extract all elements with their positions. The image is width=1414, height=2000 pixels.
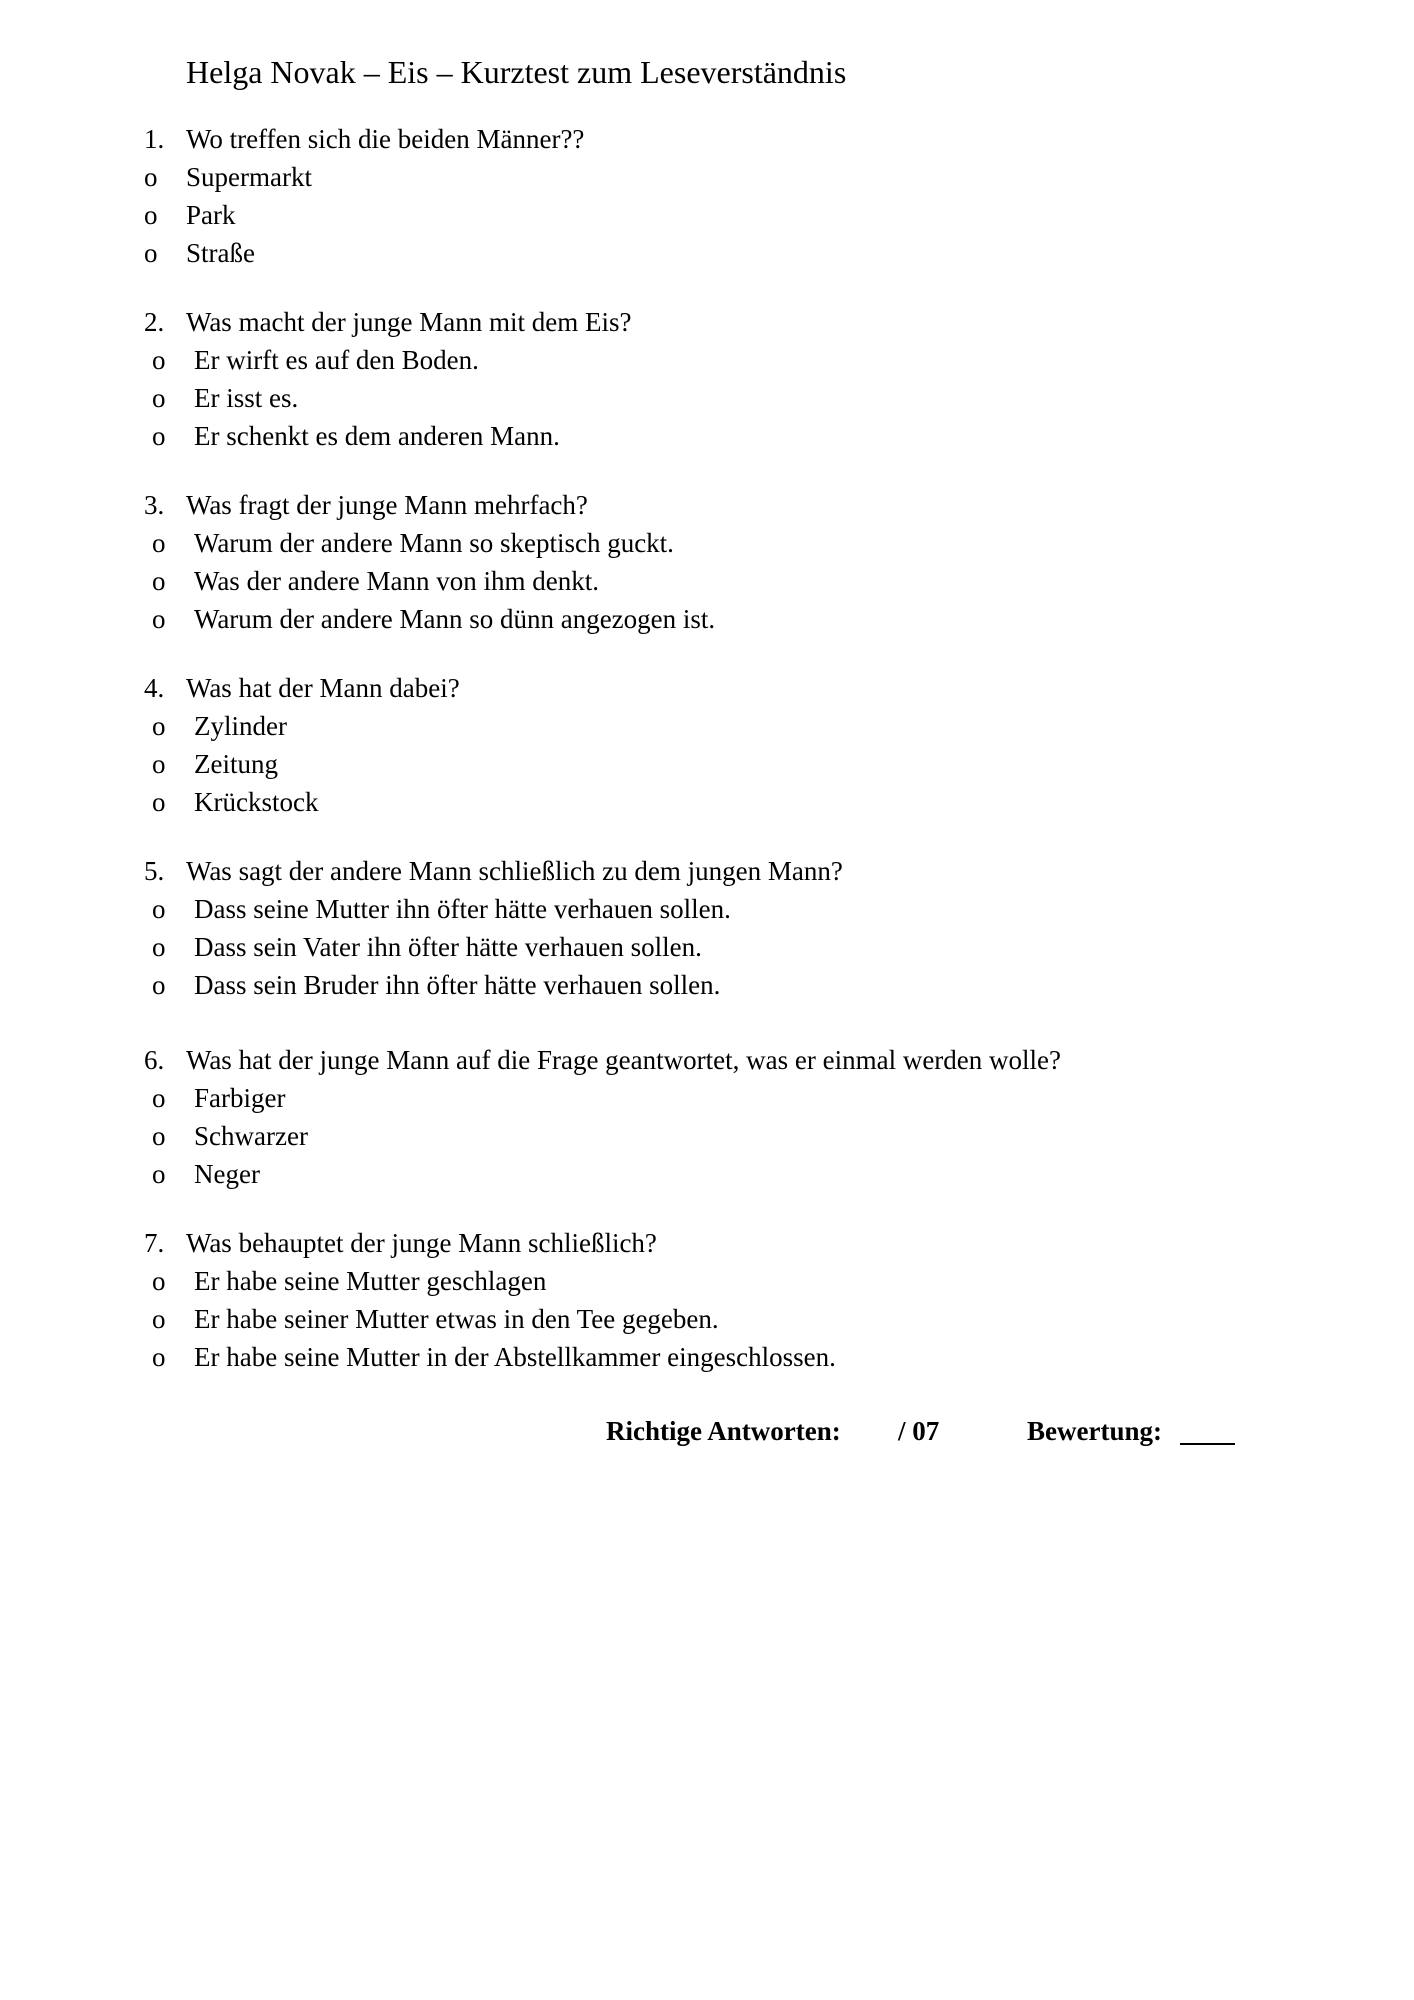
- radio-circle-icon[interactable]: o: [152, 749, 166, 779]
- radio-circle-icon[interactable]: o: [152, 932, 166, 962]
- question-1: [0, 120, 1414, 272]
- page-title: Helga Novak – Eis – Kurztest zum Leseverständnis: [186, 54, 847, 90]
- question-text: Was fragt der junge Mann mehrfach?: [186, 490, 588, 520]
- answer-option[interactable]: [0, 966, 1414, 1004]
- radio-circle-icon[interactable]: o: [144, 162, 158, 192]
- correct-answers-label: Richtige Antworten:: [606, 1416, 841, 1446]
- question-number: 2.: [144, 307, 165, 337]
- radio-circle-icon[interactable]: o: [152, 894, 166, 924]
- radio-circle-icon[interactable]: o: [152, 970, 166, 1000]
- option-label: Dass sein Vater ihn öfter hätte verhauen sollen.: [194, 932, 702, 962]
- answer-option[interactable]: [0, 600, 1414, 638]
- question-7: [0, 1224, 1414, 1376]
- answer-option[interactable]: [0, 417, 1414, 455]
- option-label: Warum der andere Mann so skeptisch guckt.: [194, 528, 674, 558]
- radio-circle-icon[interactable]: o: [152, 1304, 166, 1334]
- question-text: Was hat der junge Mann auf die Frage geantwortet, was er einmal werden wolle?: [186, 1045, 1061, 1075]
- option-label: Dass seine Mutter ihn öfter hätte verhauen sollen.: [194, 894, 731, 924]
- answer-option[interactable]: [0, 1262, 1414, 1300]
- answer-option[interactable]: [0, 158, 1414, 196]
- answer-option[interactable]: [0, 1117, 1414, 1155]
- question-number: 6.: [144, 1045, 165, 1075]
- option-label: Krückstock: [194, 787, 319, 817]
- question-2: [0, 303, 1414, 455]
- grade-blank-field[interactable]: [1180, 1411, 1235, 1445]
- answer-option[interactable]: [0, 524, 1414, 562]
- question-3: [0, 486, 1414, 638]
- radio-circle-icon[interactable]: o: [152, 1083, 166, 1113]
- score-total: / 07: [898, 1416, 940, 1446]
- radio-circle-icon[interactable]: o: [152, 421, 166, 451]
- answer-option[interactable]: [0, 341, 1414, 379]
- radio-circle-icon[interactable]: o: [152, 604, 166, 634]
- score-footer: [0, 1411, 1414, 1451]
- radio-circle-icon[interactable]: o: [152, 1266, 166, 1296]
- answer-option[interactable]: [0, 379, 1414, 417]
- option-label: Neger: [194, 1159, 260, 1189]
- option-label: Zylinder: [194, 711, 287, 741]
- question-text: Was sagt der andere Mann schließlich zu dem jungen Mann?: [186, 856, 843, 886]
- radio-circle-icon[interactable]: o: [144, 238, 158, 268]
- question-number: 1.: [144, 124, 165, 154]
- option-label: Zeitung: [194, 749, 278, 779]
- option-label: Er wirft es auf den Boden.: [194, 345, 479, 375]
- radio-circle-icon[interactable]: o: [152, 528, 166, 558]
- question-text: Wo treffen sich die beiden Männer??: [186, 124, 585, 154]
- radio-circle-icon[interactable]: o: [152, 787, 166, 817]
- question-text: Was macht der junge Mann mit dem Eis?: [186, 307, 632, 337]
- question-number: 4.: [144, 673, 165, 703]
- answer-option[interactable]: [0, 1300, 1414, 1338]
- answer-option[interactable]: [0, 196, 1414, 234]
- radio-circle-icon[interactable]: o: [152, 1342, 166, 1372]
- answer-option[interactable]: [0, 1079, 1414, 1117]
- question-4: [0, 669, 1414, 821]
- radio-circle-icon[interactable]: o: [144, 200, 158, 230]
- option-label: Warum der andere Mann so dünn angezogen ist.: [194, 604, 716, 634]
- question-number: 7.: [144, 1228, 165, 1258]
- radio-circle-icon[interactable]: o: [152, 345, 166, 375]
- option-label: Er habe seiner Mutter etwas in den Tee gegeben.: [194, 1304, 719, 1334]
- option-label: Er habe seine Mutter geschlagen: [194, 1266, 547, 1296]
- answer-option[interactable]: [0, 234, 1414, 272]
- option-label: Farbiger: [194, 1083, 286, 1113]
- question-text: Was hat der Mann dabei?: [186, 673, 460, 703]
- option-label: Er schenkt es dem anderen Mann.: [194, 421, 560, 451]
- question-number: 5.: [144, 856, 165, 886]
- radio-circle-icon[interactable]: o: [152, 1121, 166, 1151]
- option-label: Park: [186, 200, 236, 230]
- answer-option[interactable]: [0, 745, 1414, 783]
- answer-option[interactable]: [0, 1155, 1414, 1193]
- answer-option[interactable]: [0, 928, 1414, 966]
- option-label: Er habe seine Mutter in der Abstellkammer eingeschlossen.: [194, 1342, 836, 1372]
- answer-option[interactable]: [0, 783, 1414, 821]
- option-label: Supermarkt: [186, 162, 312, 192]
- radio-circle-icon[interactable]: o: [152, 711, 166, 741]
- option-label: Er isst es.: [194, 383, 299, 413]
- question-text: Was behauptet der junge Mann schließlich?: [186, 1228, 657, 1258]
- question-5: [0, 852, 1414, 1004]
- option-label: Was der andere Mann von ihm denkt.: [194, 566, 599, 596]
- option-label: Straße: [186, 238, 255, 268]
- radio-circle-icon[interactable]: o: [152, 383, 166, 413]
- answer-option[interactable]: [0, 890, 1414, 928]
- option-label: Dass sein Bruder ihn öfter hätte verhauen sollen.: [194, 970, 721, 1000]
- question-number: 3.: [144, 490, 165, 520]
- radio-circle-icon[interactable]: o: [152, 1159, 166, 1189]
- answer-option[interactable]: [0, 1338, 1414, 1376]
- question-6: [0, 1041, 1414, 1193]
- answer-option[interactable]: [0, 562, 1414, 600]
- grade-label: Bewertung:: [1027, 1416, 1162, 1446]
- radio-circle-icon[interactable]: o: [152, 566, 166, 596]
- option-label: Schwarzer: [194, 1121, 308, 1151]
- answer-option[interactable]: [0, 707, 1414, 745]
